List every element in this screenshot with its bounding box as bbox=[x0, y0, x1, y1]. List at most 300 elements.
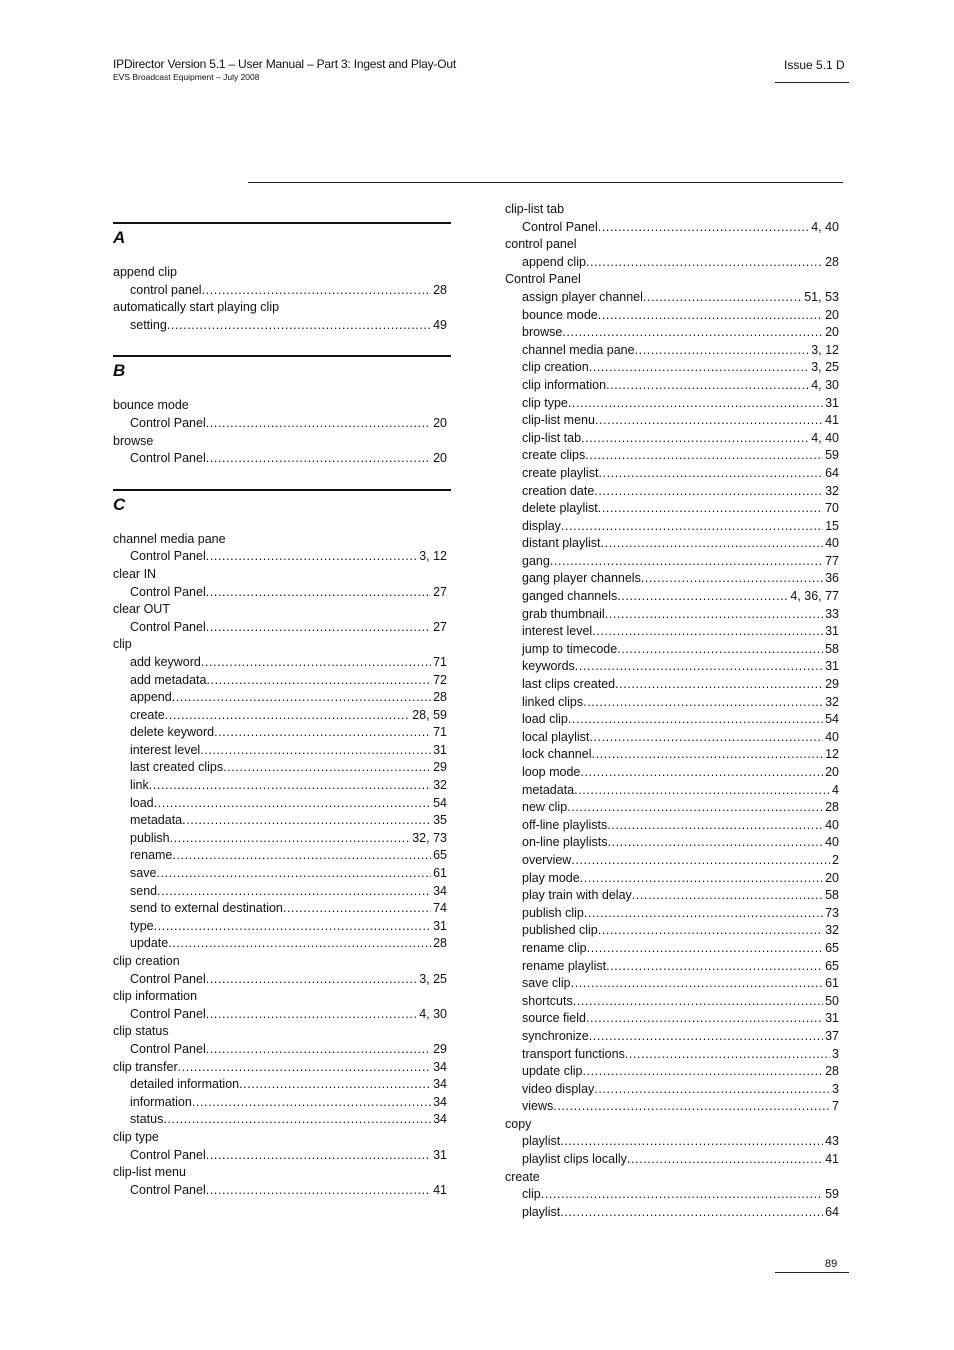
index-subentry bbox=[113, 1076, 451, 1094]
page-ref: 49 bbox=[433, 317, 447, 332]
subentry-label: channel media pane bbox=[522, 342, 635, 357]
dot-leader bbox=[206, 1147, 431, 1165]
page-ref: 61 bbox=[433, 866, 447, 881]
subentry-label: detailed information bbox=[130, 1077, 240, 1092]
subentry-label: create bbox=[130, 707, 165, 722]
index-subentry bbox=[113, 1182, 451, 1200]
page-number: 89 bbox=[825, 1258, 838, 1270]
index-subentry bbox=[505, 623, 840, 641]
dot-leader bbox=[580, 764, 823, 782]
index-subentry bbox=[113, 935, 451, 953]
subentry-label: rename bbox=[130, 848, 173, 863]
subentry-label: video display bbox=[522, 1081, 595, 1096]
page-ref: 34 bbox=[433, 1094, 447, 1109]
index-subentry bbox=[505, 641, 840, 659]
index-subentry bbox=[505, 606, 840, 624]
page-ref: 41 bbox=[825, 1152, 839, 1167]
subentry-label: display bbox=[522, 518, 561, 533]
dot-leader bbox=[607, 817, 823, 835]
subentry-label: clip type bbox=[522, 395, 568, 410]
index-term: copy bbox=[505, 1116, 532, 1131]
section-letter: C bbox=[113, 489, 451, 531]
dot-leader bbox=[568, 395, 823, 413]
dot-leader bbox=[206, 619, 431, 637]
index-subentry bbox=[505, 518, 840, 536]
section-gap bbox=[113, 468, 451, 489]
index-subentry bbox=[505, 1186, 840, 1204]
page-ref: 64 bbox=[825, 1204, 839, 1219]
index-subentry bbox=[505, 377, 840, 395]
page-ref: 54 bbox=[433, 795, 447, 810]
subentry-label: load clip bbox=[522, 712, 568, 727]
index-subentry bbox=[113, 672, 451, 690]
index-subentry bbox=[505, 219, 840, 237]
index-subentry bbox=[505, 1133, 840, 1151]
page-ref: 12 bbox=[825, 747, 839, 762]
subentry-label: published clip bbox=[522, 923, 598, 938]
dot-leader bbox=[586, 1010, 823, 1028]
index-subentry bbox=[505, 764, 840, 782]
index-subentry bbox=[505, 412, 840, 430]
dot-leader bbox=[607, 834, 823, 852]
index-subentry bbox=[505, 958, 840, 976]
subentry-label: jump to timecode bbox=[522, 641, 618, 656]
page-ref: 31 bbox=[825, 624, 839, 639]
index-subentry bbox=[505, 395, 840, 413]
dot-leader bbox=[178, 1059, 431, 1077]
index-subentry bbox=[505, 1010, 840, 1028]
dot-leader bbox=[571, 852, 830, 870]
dot-leader bbox=[206, 1006, 417, 1024]
index-subentry bbox=[505, 1081, 840, 1099]
dot-leader bbox=[163, 1111, 431, 1129]
subentry-label: local playlist bbox=[522, 729, 590, 744]
page-ref: 29 bbox=[433, 760, 447, 775]
subentry-label: metadata bbox=[130, 813, 183, 828]
dot-leader bbox=[202, 282, 432, 300]
subentry-label: append clip bbox=[522, 254, 586, 269]
index-term: clip bbox=[113, 637, 132, 652]
dot-leader bbox=[587, 940, 823, 958]
subentry-label: Control Panel bbox=[130, 1147, 206, 1162]
subentry-label: play mode bbox=[522, 870, 580, 885]
page-ref: 72 bbox=[433, 672, 447, 687]
subentry-label: playlist clips locally bbox=[522, 1152, 627, 1167]
dot-leader bbox=[589, 1028, 823, 1046]
index-section bbox=[113, 489, 451, 1200]
page-ref: 31 bbox=[825, 659, 839, 674]
index-subentry bbox=[505, 975, 840, 993]
index-subentry bbox=[113, 812, 451, 830]
page-ref: 20 bbox=[825, 870, 839, 885]
index-subentry bbox=[113, 1006, 451, 1024]
index-term: browse bbox=[113, 433, 154, 448]
page-ref: 40 bbox=[825, 835, 839, 850]
index-subentry bbox=[505, 307, 840, 325]
subentry-label: Control Panel bbox=[130, 549, 206, 564]
dot-leader bbox=[575, 658, 823, 676]
dot-leader bbox=[617, 588, 788, 606]
dot-leader bbox=[606, 958, 823, 976]
index-subentry bbox=[113, 971, 451, 989]
dot-leader bbox=[598, 465, 823, 483]
page-ref: 4, 30 bbox=[419, 1006, 447, 1021]
index-subentry bbox=[113, 724, 451, 742]
dot-leader bbox=[615, 676, 823, 694]
page-ref: 43 bbox=[825, 1134, 839, 1149]
subentry-label: bounce mode bbox=[522, 307, 598, 322]
page-ref: 3, 25 bbox=[811, 360, 839, 375]
index-subentry bbox=[505, 887, 840, 905]
page-ref: 20 bbox=[433, 451, 447, 466]
subentry-label: Control Panel bbox=[130, 584, 206, 599]
index-subentry bbox=[505, 1046, 840, 1064]
dot-leader bbox=[580, 870, 823, 888]
subentry-label: loop mode bbox=[522, 765, 581, 779]
dot-leader bbox=[582, 1063, 823, 1081]
dot-leader bbox=[206, 1182, 431, 1200]
dot-leader bbox=[598, 219, 809, 237]
index-term: clear IN bbox=[113, 566, 157, 581]
dot-leader bbox=[601, 535, 824, 553]
page-ref: 3 bbox=[832, 1081, 839, 1096]
subentry-label: last created clips bbox=[130, 760, 224, 775]
index-term-label: clip transfer bbox=[113, 1059, 178, 1074]
subentry-label: last clips created bbox=[522, 677, 616, 692]
subentry-label: append bbox=[130, 690, 172, 705]
page-ref: 65 bbox=[433, 848, 447, 863]
subentry-label: keywords bbox=[522, 659, 575, 674]
subentry-label: status bbox=[130, 1112, 164, 1127]
page-ref: 4 bbox=[832, 782, 839, 797]
page-ref: 32, 73 bbox=[412, 830, 447, 845]
page-ref: 33 bbox=[825, 606, 839, 621]
dot-leader bbox=[206, 971, 417, 989]
index-subentry bbox=[505, 922, 840, 940]
subentry-label: add keyword bbox=[130, 654, 201, 669]
page-ref: 28, 59 bbox=[412, 707, 447, 722]
dot-leader bbox=[562, 324, 823, 342]
index-term: control panel bbox=[505, 237, 577, 252]
index-subentry bbox=[505, 465, 840, 483]
dot-leader bbox=[641, 570, 823, 588]
subentry-label: play train with delay bbox=[522, 888, 632, 903]
index-subentry bbox=[505, 834, 840, 852]
index-term: clip-list menu bbox=[113, 1165, 186, 1180]
index-subentry bbox=[505, 870, 840, 888]
subentry-label: on-line playlists bbox=[522, 835, 608, 850]
index-subentry bbox=[505, 324, 840, 342]
subentry-label: information bbox=[130, 1094, 192, 1109]
dot-leader bbox=[167, 317, 431, 335]
dot-leader bbox=[550, 553, 823, 571]
index-subentry bbox=[113, 883, 451, 901]
subentry-label: create playlist bbox=[522, 465, 599, 480]
page-ref: 36 bbox=[825, 571, 839, 586]
section-gap bbox=[113, 334, 451, 355]
index-subentry bbox=[113, 282, 451, 300]
page-ref: 2 bbox=[832, 852, 839, 867]
index-subentry bbox=[113, 1041, 451, 1059]
dot-leader bbox=[168, 935, 431, 953]
page-ref: 4, 30 bbox=[811, 377, 839, 392]
index-subentry bbox=[505, 359, 840, 377]
header-subtitle: EVS Broadcast Equipment – July 2008 bbox=[113, 72, 260, 82]
dot-leader bbox=[617, 641, 823, 659]
page-ref: 58 bbox=[825, 641, 839, 656]
subentry-label: clip information bbox=[522, 377, 607, 392]
index-subentry bbox=[113, 1111, 451, 1129]
dot-leader bbox=[239, 1076, 431, 1094]
index-term bbox=[113, 1059, 451, 1077]
page-ref: 28 bbox=[433, 936, 447, 951]
subentry-label: load bbox=[130, 795, 154, 810]
dot-leader bbox=[592, 623, 823, 641]
page-ref: 65 bbox=[825, 958, 839, 973]
dot-leader bbox=[589, 359, 809, 377]
subentry-label: send to external destination bbox=[130, 901, 283, 916]
subentry-label: Control Panel bbox=[130, 451, 206, 466]
index-column-right bbox=[505, 201, 840, 1221]
page-ref: 28 bbox=[433, 282, 447, 297]
subentry-label: update bbox=[130, 936, 169, 951]
subentry-label: delete keyword bbox=[130, 725, 215, 740]
index-top-rule bbox=[248, 182, 843, 183]
page-ref: 32 bbox=[825, 694, 839, 709]
page-ref: 37 bbox=[825, 1028, 839, 1043]
page-ref: 31 bbox=[825, 395, 839, 410]
dot-leader bbox=[573, 993, 823, 1011]
page-ref: 50 bbox=[825, 993, 839, 1008]
subentry-label: overview bbox=[522, 852, 572, 867]
index-subentry bbox=[113, 900, 451, 918]
index-subentry bbox=[113, 1147, 451, 1165]
dot-leader bbox=[192, 1094, 431, 1112]
dot-leader bbox=[200, 742, 431, 760]
dot-leader bbox=[605, 606, 823, 624]
index-term: clip creation bbox=[113, 954, 180, 968]
page-ref: 20 bbox=[825, 307, 839, 322]
dot-leader bbox=[583, 694, 823, 712]
index-subentry bbox=[505, 676, 840, 694]
index-subentry bbox=[113, 918, 451, 936]
index-term: channel media pane bbox=[113, 531, 226, 546]
page-ref: 54 bbox=[825, 712, 839, 727]
page-ref: 27 bbox=[433, 584, 447, 599]
index-subentry bbox=[505, 817, 840, 835]
dot-leader bbox=[206, 672, 431, 690]
page-ref: 29 bbox=[433, 1041, 447, 1056]
dot-leader bbox=[206, 584, 431, 602]
subentry-label: update clip bbox=[522, 1064, 583, 1079]
subentry-label: Control Panel bbox=[522, 219, 598, 234]
index-subentry bbox=[113, 707, 451, 725]
dot-leader bbox=[206, 415, 431, 433]
index-term: create bbox=[505, 1169, 540, 1184]
dot-leader bbox=[156, 865, 431, 883]
subentry-label: browse bbox=[522, 325, 563, 340]
index-subentry bbox=[505, 729, 840, 747]
subentry-label: send bbox=[130, 883, 158, 898]
subentry-label: creation date bbox=[522, 483, 595, 498]
dot-leader bbox=[172, 847, 431, 865]
section-letter: A bbox=[113, 222, 451, 264]
subentry-label: playlist bbox=[522, 1204, 561, 1219]
dot-leader bbox=[541, 1186, 823, 1204]
subentry-label: Control Panel bbox=[130, 415, 206, 430]
dot-leader bbox=[149, 777, 431, 795]
page-ref: 3, 12 bbox=[811, 342, 839, 357]
dot-leader bbox=[635, 342, 810, 360]
page-ref: 65 bbox=[825, 940, 839, 955]
section-letter: B bbox=[113, 355, 451, 397]
subentry-label: Control Panel bbox=[130, 1182, 206, 1197]
subentry-label: assign player channel bbox=[522, 289, 643, 304]
subentry-label: shortcuts bbox=[522, 993, 573, 1008]
dot-leader bbox=[170, 830, 411, 848]
page-ref: 31 bbox=[433, 742, 447, 757]
dot-leader bbox=[223, 759, 431, 777]
dot-leader bbox=[165, 707, 410, 725]
dot-leader bbox=[632, 887, 823, 905]
index-subentry bbox=[113, 415, 451, 433]
dot-leader bbox=[586, 254, 823, 272]
index-term: clip status bbox=[113, 1024, 169, 1039]
page-ref: 32 bbox=[825, 923, 839, 938]
subentry-label: synchronize bbox=[522, 1028, 589, 1043]
dot-leader bbox=[568, 711, 823, 729]
dot-leader bbox=[594, 483, 823, 501]
dot-leader bbox=[625, 1046, 830, 1064]
index-subentry bbox=[113, 795, 451, 813]
index-subentry bbox=[505, 711, 840, 729]
page-ref: 28 bbox=[825, 254, 839, 269]
page-ref: 70 bbox=[825, 501, 839, 516]
page-ref: 20 bbox=[433, 415, 447, 430]
subentry-label: gang player channels bbox=[522, 571, 641, 586]
dot-leader bbox=[154, 795, 431, 813]
index-subentry bbox=[505, 553, 840, 571]
index-term: clear OUT bbox=[113, 602, 170, 617]
index-term: clip information bbox=[113, 989, 198, 1004]
index-term: append clip bbox=[113, 265, 177, 279]
index-section bbox=[113, 355, 451, 467]
page-ref: 40 bbox=[825, 817, 839, 832]
dot-leader bbox=[561, 518, 823, 536]
page-ref: 59 bbox=[825, 1187, 839, 1202]
subentry-label: transport functions bbox=[522, 1046, 625, 1061]
index-subentry bbox=[505, 447, 840, 465]
page-ref: 41 bbox=[433, 1182, 447, 1197]
subentry-label: new clip bbox=[522, 800, 568, 815]
dot-leader bbox=[571, 975, 823, 993]
page-ref: 40 bbox=[825, 536, 839, 551]
header-issue-rule bbox=[775, 82, 849, 83]
page-ref: 29 bbox=[825, 677, 839, 692]
index-subentry bbox=[505, 570, 840, 588]
subentry-label: save bbox=[130, 866, 157, 881]
dot-leader bbox=[206, 450, 431, 468]
page-ref: 35 bbox=[433, 813, 447, 828]
page-ref: 7 bbox=[832, 1099, 839, 1114]
dot-leader bbox=[606, 377, 809, 395]
page-ref: 4, 40 bbox=[811, 219, 839, 234]
page-ref: 20 bbox=[825, 325, 839, 340]
dot-leader bbox=[574, 782, 830, 800]
page-ref: 40 bbox=[825, 729, 839, 744]
index-subentry bbox=[113, 847, 451, 865]
page-ref: 74 bbox=[433, 901, 447, 916]
page-ref: 28 bbox=[433, 690, 447, 705]
subentry-label: source field bbox=[522, 1011, 586, 1026]
dot-leader bbox=[206, 548, 417, 566]
index-subentry bbox=[505, 1098, 840, 1116]
page-ref: 4, 40 bbox=[811, 430, 839, 445]
dot-leader bbox=[581, 430, 809, 448]
index-subentry bbox=[505, 483, 840, 501]
index-subentry bbox=[505, 746, 840, 764]
page-ref: 71 bbox=[433, 654, 447, 669]
index-subentry bbox=[113, 759, 451, 777]
page-ref: 3 bbox=[832, 1046, 839, 1061]
subentry-label: create clips bbox=[522, 448, 586, 463]
dot-leader bbox=[157, 883, 431, 901]
index-subentry bbox=[113, 654, 451, 672]
page-ref: 34 bbox=[433, 1112, 447, 1127]
index-subentry bbox=[113, 584, 451, 602]
page-ref: 41 bbox=[825, 413, 839, 428]
index-subentry bbox=[113, 619, 451, 637]
subentry-label: Control Panel bbox=[130, 1041, 206, 1056]
dot-leader bbox=[560, 1133, 823, 1151]
dot-leader bbox=[172, 689, 431, 707]
index-subentry bbox=[113, 742, 451, 760]
index-term: clip type bbox=[113, 1129, 159, 1144]
index-subentry bbox=[113, 777, 451, 795]
header-issue: Issue 5.1 D bbox=[784, 58, 845, 72]
page-ref: 3, 12 bbox=[419, 549, 447, 564]
page-ref: 61 bbox=[825, 976, 839, 991]
page-ref: 34 bbox=[433, 1077, 447, 1092]
dot-leader bbox=[589, 729, 823, 747]
index-subentry bbox=[505, 799, 840, 817]
page-ref: 31 bbox=[825, 1011, 839, 1026]
index-subentry bbox=[505, 342, 840, 360]
index-subentry bbox=[113, 548, 451, 566]
index-term: bounce mode bbox=[113, 398, 189, 413]
index-subentry bbox=[505, 993, 840, 1011]
index-subentry bbox=[505, 254, 840, 272]
page-ref: 31 bbox=[433, 918, 447, 933]
index-subentry bbox=[505, 588, 840, 606]
dot-leader bbox=[214, 724, 431, 742]
page-ref: 31 bbox=[433, 1147, 447, 1162]
index-subentry bbox=[113, 1094, 451, 1112]
subentry-label: views bbox=[522, 1099, 554, 1114]
index-term: clip-list tab bbox=[505, 202, 565, 216]
index-subentry bbox=[113, 689, 451, 707]
dot-leader bbox=[595, 412, 823, 430]
subentry-label: save clip bbox=[522, 976, 571, 991]
dot-leader bbox=[283, 900, 431, 918]
dot-leader bbox=[598, 307, 823, 325]
subentry-label: clip bbox=[522, 1187, 541, 1202]
dot-leader bbox=[567, 799, 823, 817]
page-ref: 59 bbox=[825, 448, 839, 463]
page-ref: 28 bbox=[825, 800, 839, 815]
header-title: IPDirector Version 5.1 – User Manual – Part 3: Ingest and Play-Out bbox=[113, 57, 456, 71]
subentry-label: rename clip bbox=[522, 940, 587, 955]
